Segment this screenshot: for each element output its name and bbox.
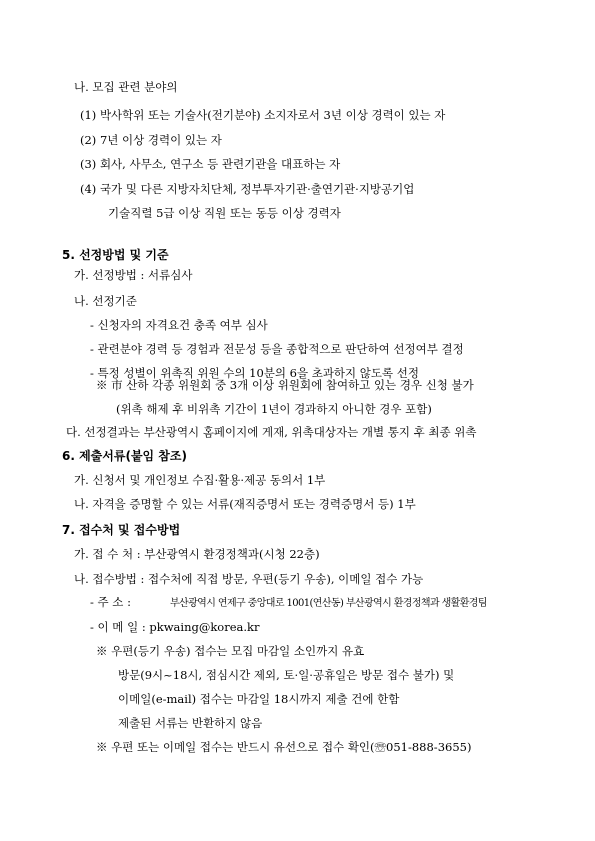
sec7-title: 7. 접수처 및 접수방법	[62, 523, 181, 537]
sec6-ga: 가. 신청서 및 개인정보 수집·활용·제공 동의서 1부	[74, 473, 326, 487]
sec5-bullet-3: - 특정 성별이 위촉직 위원 수의 10분의 6을 초과하지 않도록 선정	[90, 366, 420, 380]
sec7-note-2: 방문(9시~18시, 점심시간 제외, 토·일·공휴일은 방문 접수 불가) 및	[118, 668, 455, 682]
sec4-item-3: (3) 회사, 사무소, 연구소 등 관련기관을 대표하는 자	[80, 157, 341, 171]
sec4-item-4-cont: 기술직렬 5급 이상 직원 또는 동등 이상 경력자	[108, 206, 341, 220]
sec6-title: 6. 제출서류(붙임 참조)	[62, 449, 187, 463]
sec7-address-label: - 주 소 :	[90, 595, 131, 609]
sec5-bullet-1: - 신청자의 자격요건 충족 여부 심사	[90, 318, 268, 332]
sec5-bullet-2: - 관련분야 경력 등 경험과 전문성 등을 종합적으로 판단하여 선정여부 결정	[90, 342, 464, 356]
sec5-note-1: ※ 市 산하 각종 위원회 중 3개 이상 위원회에 참여하고 있는 경우 신청 불가	[96, 378, 474, 392]
sec7-email: - 이 메 일 : pkwaing@korea.kr	[90, 620, 260, 634]
sec5-da: 다. 선정결과는 부산광역시 홈페이지에 게재, 위촉대상자는 개별 통지 후 최종 위촉	[66, 425, 477, 439]
sec5-note-2: (위촉 해제 후 비위촉 기간이 1년이 경과하지 아니한 경우 포함)	[116, 402, 432, 416]
sec7-ga: 가. 접 수 처 : 부산광역시 환경정책과(시청 22층)	[74, 547, 320, 561]
sec7-note-1: ※ 우편(등기 우송) 접수는 모집 마감일 소인까지 유효	[96, 644, 365, 658]
sec7-na: 나. 접수방법 : 접수처에 직접 방문, 우편(등기 우송), 이메일 접수 가능	[74, 572, 424, 586]
sec4-item-2: (2) 7년 이상 경력이 있는 자	[80, 133, 222, 147]
sec7-final-note: ※ 우편 또는 이메일 접수는 반드시 유선으로 접수 확인(☏051-888-3655)	[96, 740, 472, 754]
sec7-note-4: 제출된 서류는 반환하지 않음	[118, 716, 263, 730]
sec4-item-4: (4) 국가 및 다른 지방자치단체, 정부투자기관·출연기관·지방공기업	[80, 182, 415, 196]
sec5-ga: 가. 선정방법 : 서류심사	[74, 268, 193, 282]
sec4-item-1: (1) 박사학위 또는 기술사(전기분야) 소지자로서 3년 이상 경력이 있는 자	[80, 108, 446, 122]
sec7-note-3: 이메일(e-mail) 접수는 마감일 18시까지 제출 건에 한함	[118, 692, 400, 706]
sec6-na: 나. 자격을 증명할 수 있는 서류(재직증명서 또는 경력증명서 등) 1부	[74, 497, 416, 511]
sec4-na: 나. 모집 관련 분야의	[74, 80, 178, 94]
sec7-address-value: 부산광역시 연제구 중앙대로 1001(연산동) 부산광역시 환경정책과 생활환경팀	[170, 598, 487, 609]
sec5-na: 나. 선정기준	[74, 294, 137, 308]
sec5-title: 5. 선정방법 및 기준	[62, 248, 169, 262]
